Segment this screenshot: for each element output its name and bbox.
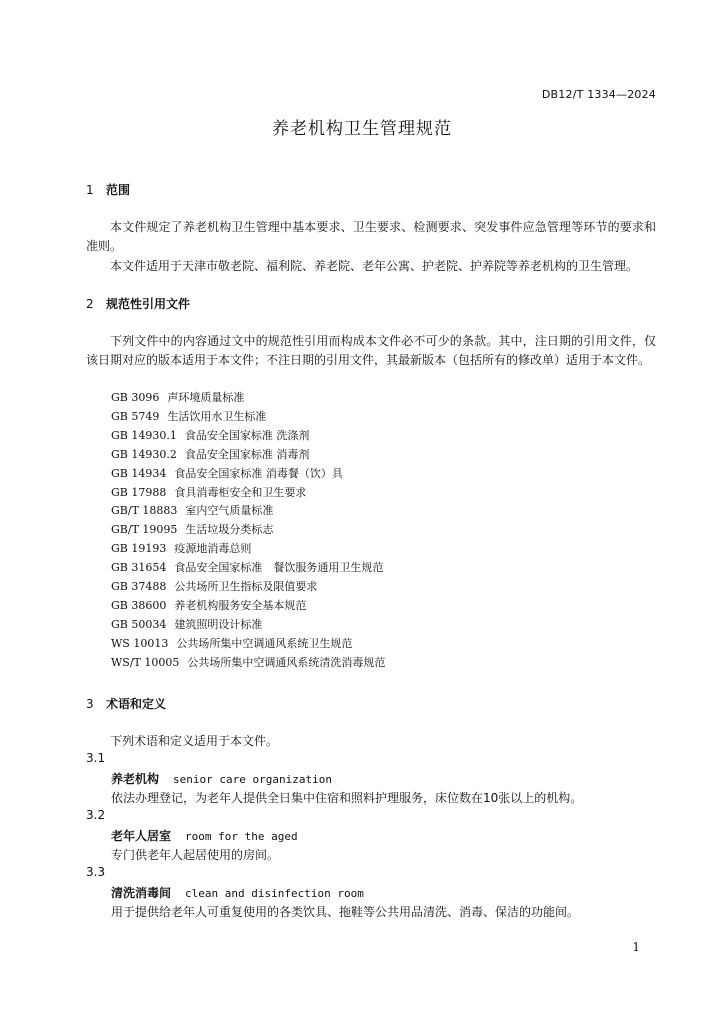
- list-item: [111, 559, 385, 578]
- reference-name: 公共场所卫生指标及限值要求: [174, 580, 318, 594]
- reference-code: GB 38600: [111, 598, 167, 612]
- section-1-paragraph-2: 本文件适用于天津市敬老院、福利院、养老院、老年公寓、护老院、护养院等养老机构的卫生管理。: [110, 259, 639, 273]
- reference-name: 养老机构服务安全基本规范: [174, 598, 307, 612]
- section-number: 3: [86, 697, 94, 711]
- term-zh: 老年人居室: [111, 829, 172, 843]
- reference-code: GB 14934: [111, 466, 167, 480]
- reference-name: 建筑照明设计标准: [174, 617, 263, 631]
- reference-name: 食品安全国家标准 洗涤剂: [184, 428, 310, 442]
- list-item: [111, 654, 385, 673]
- standard-code: DB12/T 1334—2024: [541, 88, 656, 101]
- section-title: 规范性引用文件: [106, 297, 191, 311]
- reference-code: GB 14930.1: [111, 428, 177, 442]
- term-en: clean and disinfection room: [185, 887, 364, 900]
- term-definition: 用于提供给老年人可重复使用的各类饮具、拖鞋等公共用品清洗、消毒、保洁的功能间。: [111, 905, 580, 919]
- section-title: 术语和定义: [106, 697, 167, 711]
- reference-name: 食品安全国家标准 消毒餐（饮）具: [174, 466, 343, 480]
- reference-code: GB 14930.2: [111, 447, 177, 461]
- term-entry: [111, 770, 332, 787]
- normative-reference-list: [111, 389, 385, 673]
- section-1-heading: [86, 181, 130, 198]
- reference-name: 食品安全国家标准 消毒剂: [184, 447, 310, 461]
- reference-name: 公共场所集中空调通风系统清洗消毒规范: [187, 655, 386, 669]
- term-number: 3.1: [86, 751, 106, 765]
- term-definition: 依法办理登记，为老年人提供全日集中住宿和照料护理服务，床位数在10张以上的机构。: [111, 791, 583, 805]
- reference-code: GB 31654: [111, 561, 167, 575]
- document-title: 养老机构卫生管理规范: [272, 119, 452, 139]
- list-item: [111, 465, 385, 484]
- reference-code: GB 5749: [111, 409, 160, 423]
- section-3-intro: 下列术语和定义适用于本文件。: [110, 734, 279, 748]
- reference-name: 食具消毒柜安全和卫生要求: [174, 485, 307, 499]
- section-number: 1: [86, 183, 94, 197]
- term-definition: 专门供老年人起居使用的房间。: [111, 848, 280, 862]
- list-item: [111, 502, 385, 521]
- reference-name: 食品安全国家标准 餐饮服务通用卫生规范: [174, 561, 384, 575]
- list-item: [111, 389, 385, 408]
- reference-name: 公共场所集中空调通风系统卫生规范: [176, 636, 353, 650]
- reference-code: GB/T 18883: [111, 504, 178, 518]
- reference-name: 生活饮用水卫生标准: [167, 409, 267, 423]
- term-entry: [111, 827, 298, 844]
- reference-code: GB 19193: [111, 542, 167, 556]
- reference-name: 生活垃圾分类标志: [185, 523, 274, 537]
- list-item: [111, 521, 385, 540]
- section-2-heading: [86, 295, 190, 312]
- reference-code: GB 37488: [111, 580, 167, 594]
- list-item: [111, 597, 385, 616]
- term-entry: [111, 884, 364, 901]
- section-3-heading: [86, 695, 166, 712]
- list-item: [111, 616, 385, 635]
- page-number: 1: [632, 940, 640, 954]
- list-item: [111, 427, 385, 446]
- list-item: [111, 540, 385, 559]
- section-title: 范围: [106, 183, 131, 197]
- reference-code: GB 3096: [111, 391, 160, 404]
- section-1-paragraph-1: 本文件规定了养老机构卫生管理中基本要求、卫生要求、检测要求、突发事件应急管理等环节的要求和准则。: [86, 220, 656, 253]
- reference-code: GB/T 19095: [111, 523, 178, 537]
- section-2-paragraph-1: 下列文件中的内容通过文中的规范性引用而构成本文件必不可少的条款。其中，注日期的引用文件，仅该日期对应的版本适用于本文件；不注日期的引用文件，其最新版本（包括所有的修改单）适用于本文件。: [86, 334, 656, 367]
- reference-name: 疫源地消毒总则: [174, 542, 252, 556]
- list-item: [111, 484, 385, 503]
- reference-code: GB 50034: [111, 617, 167, 631]
- term-en: room for the aged: [185, 830, 298, 843]
- list-item: [111, 408, 385, 427]
- reference-code: WS 10013: [111, 636, 169, 650]
- term-number: 3.2: [86, 808, 106, 822]
- reference-code: WS/T 10005: [111, 655, 180, 669]
- term-zh: 养老机构: [111, 772, 160, 786]
- list-item: [111, 635, 385, 654]
- term-zh: 清洗消毒间: [111, 886, 172, 900]
- list-item: [111, 446, 385, 465]
- section-number: 2: [86, 297, 94, 311]
- term-en: senior care organization: [173, 773, 332, 786]
- list-item: [111, 578, 385, 597]
- reference-code: GB 17988: [111, 485, 167, 499]
- reference-name: 室内空气质量标准: [185, 504, 274, 518]
- term-number: 3.3: [86, 865, 106, 879]
- reference-name: 声环境质量标准: [167, 391, 245, 404]
